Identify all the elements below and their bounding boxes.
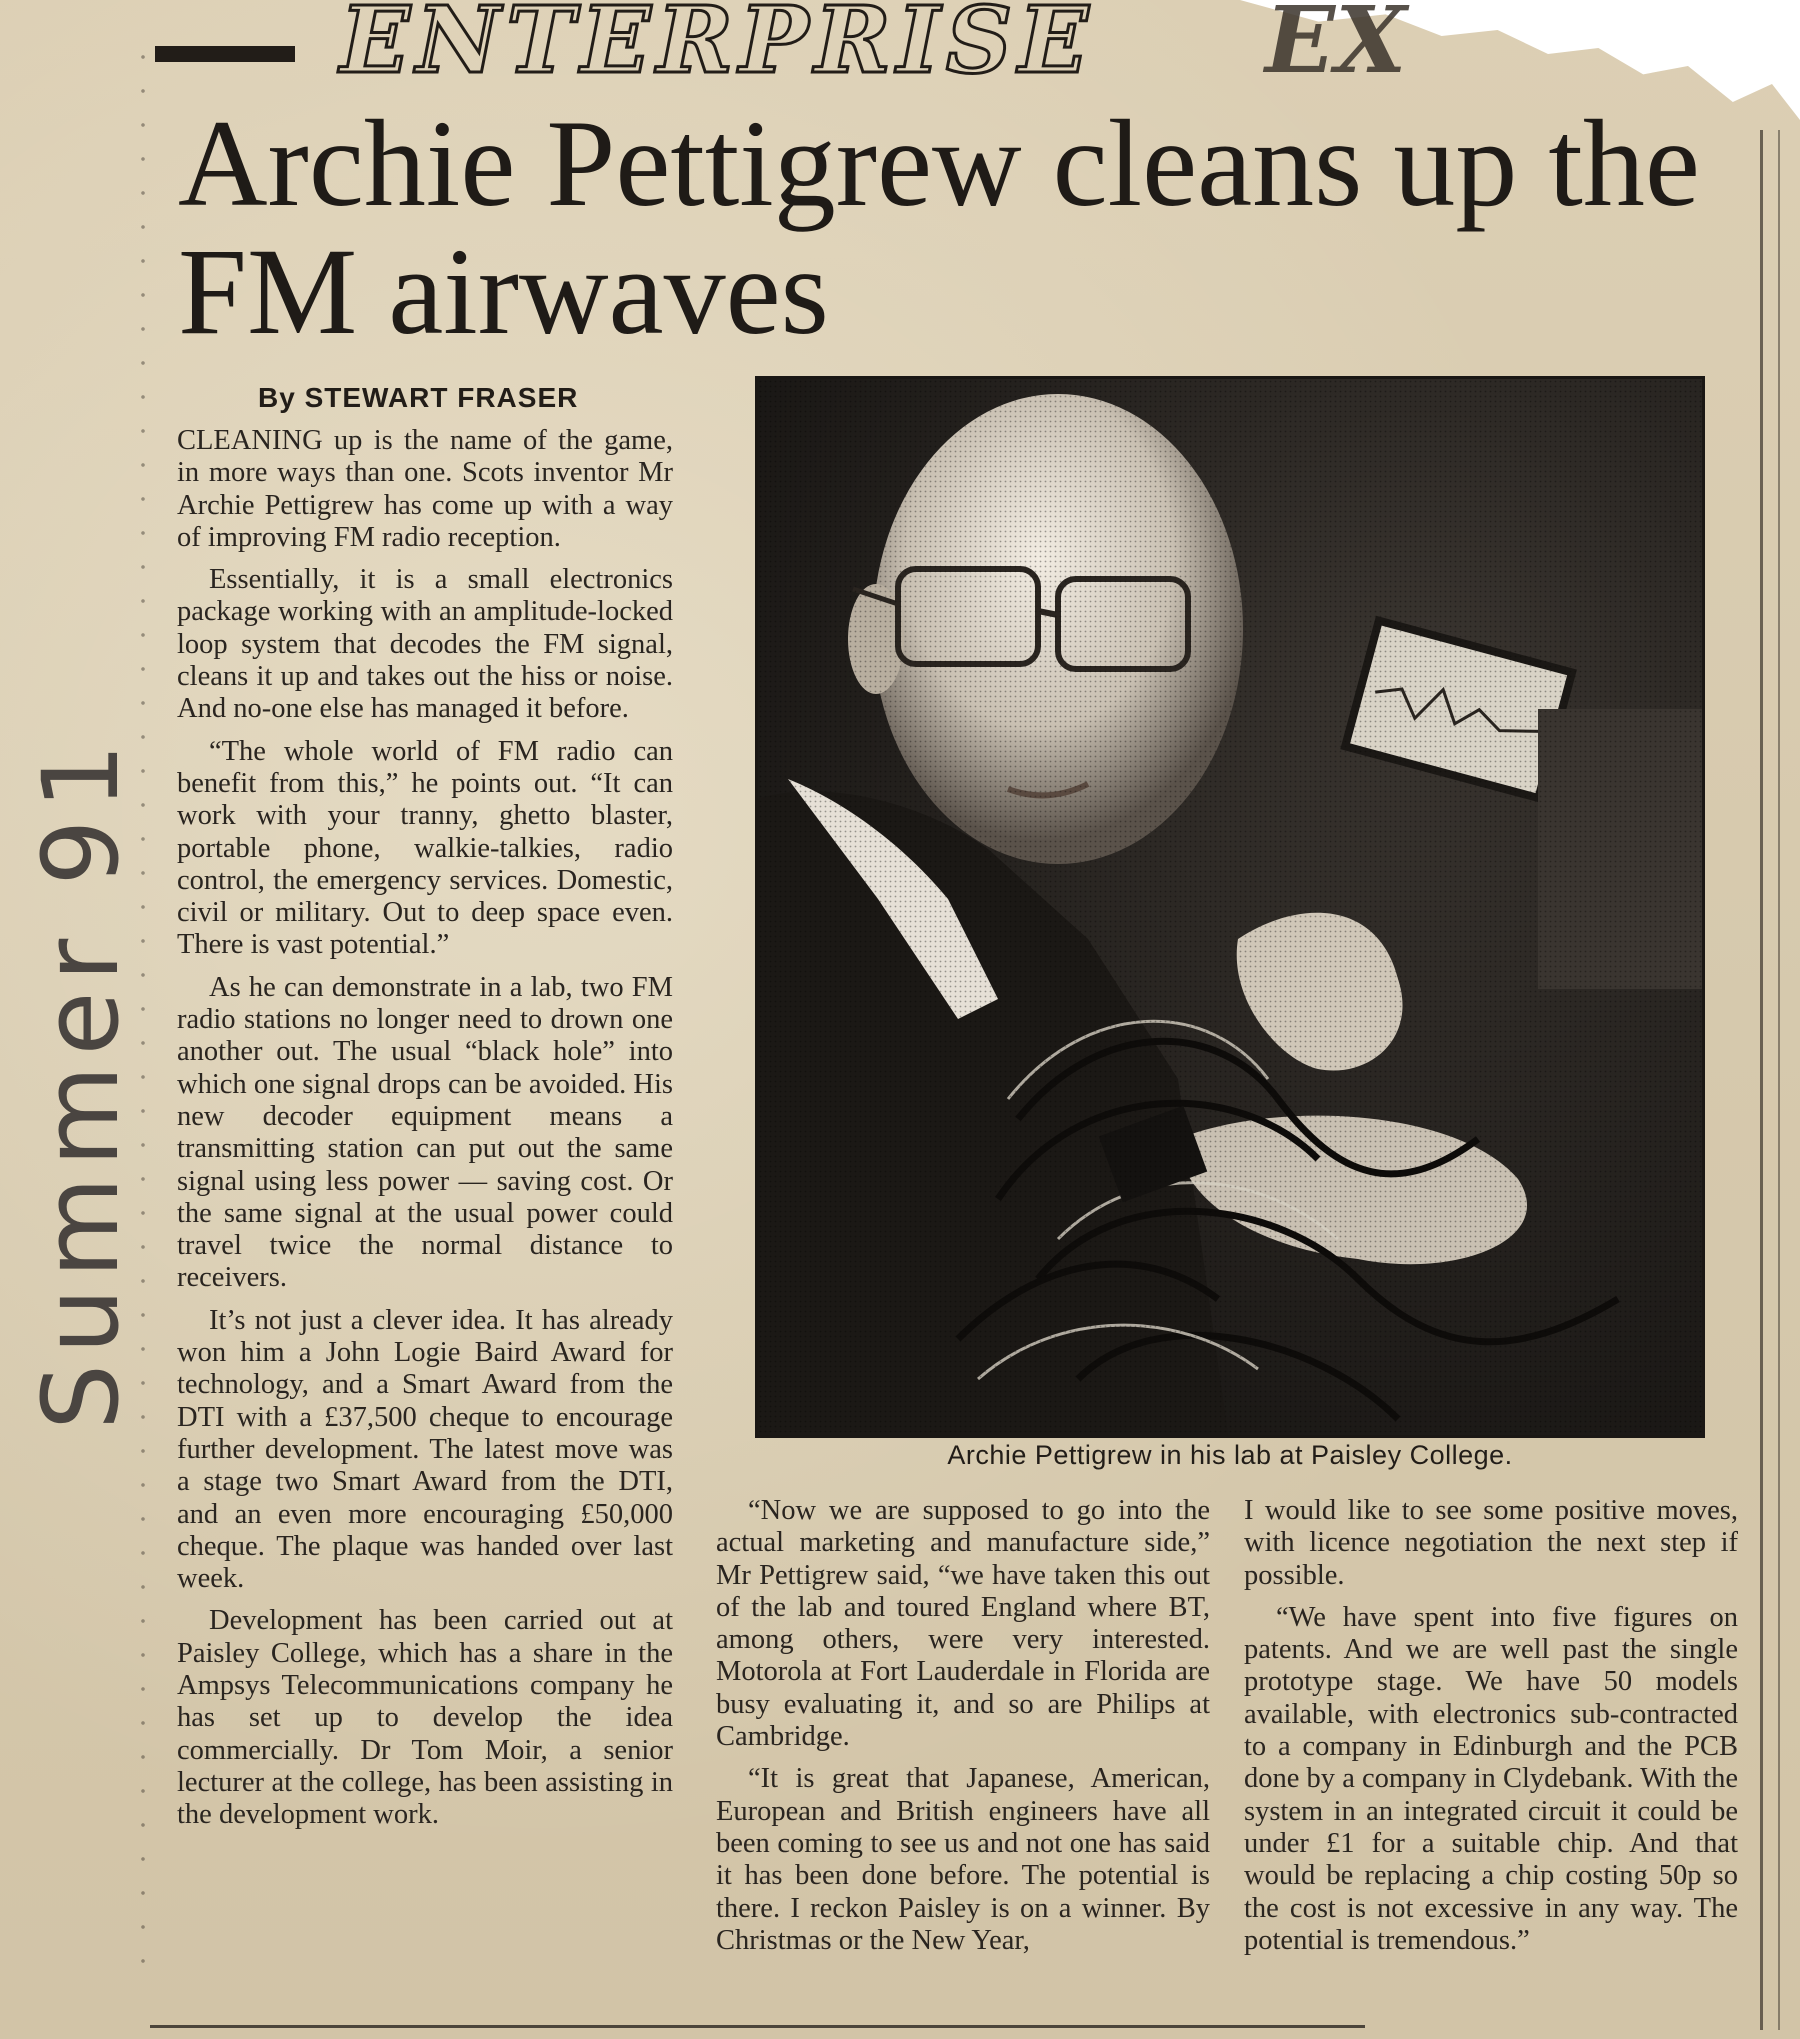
paragraph: “Now we are supposed to go into the actual marketing and manufacture side,” Mr Pettigrew said, “we have taken this out of the lab and toured England where BT, among others, were very interested. Motorola at Fort Lauderdale in Florida are busy evaluating it, and so are Philips at Cambridge. xyxy=(716,1495,1210,1753)
byline: By STEWART FRASER xyxy=(258,382,579,413)
photo-portrait-in-lab xyxy=(758,379,1702,1435)
paragraph: It’s not just a clever idea. It has already won him a John Logie Baird Award for technology, and a Smart Award from the DTI with a £37,500 cheque to encourage further development. The latest move was a stage two Smart Award from the DTI, and an even more encouraging £50,000 cheque. The plaque was handed over last week. xyxy=(177,1304,673,1595)
paragraph: “The whole world of FM radio can benefit from this,” he points out. “It can work with your tranny, ghetto blaster, portable phone, walkie-talkies, radio control, the emergency services. Domestic, civil or military. Out to deep space even. There is vast potential.” xyxy=(177,735,673,961)
paragraph: Development has been carried out at Paisley College, which has a share in the Ampsys Telecommunications company he has set up to develop the idea commercially. Dr Tom Moir, a senior lecturer at the college, has been assisting in the development work. xyxy=(177,1605,673,1831)
headline: Archie Pettigrew cleans up the FM airwaves xyxy=(178,95,1700,360)
article-column-2 xyxy=(716,1495,1210,1967)
bottom-rule xyxy=(150,2025,1365,2028)
article-photo xyxy=(755,376,1705,1438)
paragraph: I would like to see some positive moves, with licence negotiation the next step if possible. xyxy=(1244,1495,1738,1591)
paragraph: “It is great that Japanese, American, European and British engineers have all been coming to see us and not one has said it has been done before. The potential is there. I reckon Paisley is on a winner. By Christmas or the New Year, xyxy=(716,1763,1210,1956)
article-column-3 xyxy=(1244,1495,1738,1967)
section-kicker-tail: EX xyxy=(1265,0,1407,94)
paragraph: As he can demonstrate in a lab, two FM radio stations no longer need to drown one another out. The usual “black hole” into which one signal drops can be avoided. His new decoder equipment means a transmitting station can put out the same signal using less power — saving cost. Or the same signal at the usual power could travel twice the normal distance to receivers. xyxy=(177,971,673,1294)
handwritten-note: Summer 91 xyxy=(20,733,142,1430)
section-kicker: ENTERPRISE xyxy=(340,0,1095,94)
photo-caption: Archie Pettigrew in his lab at Paisley College. xyxy=(947,1440,1513,1470)
paragraph: “We have spent into five figures on patents. And we are well past the single prototype stage. We have 50 models available, with electronics sub-contracted to a company in Edinburgh and the PCB done by a company in Clydebank. With the system in an integrated circuit it could be under £1 for a suitable chip. And that would be replacing a chip costing 50p so the cost is not excessive in any way. The potential is tremendous.” xyxy=(1244,1601,1738,1956)
column-rule xyxy=(1778,130,1780,2030)
column-rule xyxy=(1760,130,1763,2030)
kicker-bar xyxy=(155,46,295,62)
paragraph: CLEANING up is the name of the game, in more ways than one. Scots inventor Mr Archie Pettigrew has come up with a way of improving FM radio reception. xyxy=(177,425,673,553)
paragraph: Essentially, it is a small electronics package working with an amplitude-locked loop system that decodes the FM signal, cleans it up and takes out the hiss or noise. And no-one else has managed it before. xyxy=(177,564,673,725)
article-column-1 xyxy=(177,425,673,1841)
